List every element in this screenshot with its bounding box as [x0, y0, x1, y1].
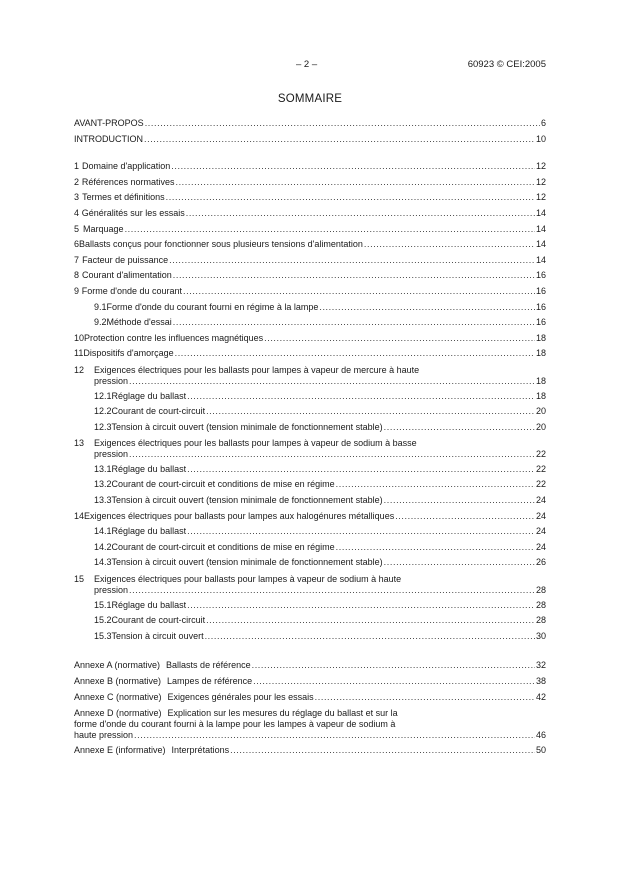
toc-entry[interactable] — [74, 571, 546, 598]
toc-entry-label: Protection contre les influences magnétiques — [84, 332, 264, 343]
toc-entry-number: 12.3 — [94, 421, 112, 432]
toc-entry-label-line1: Exigences électriques pour les ballasts pour lampes à vapeur de mercure à haute — [94, 364, 420, 375]
toc-entry-number: 9.1 — [94, 301, 107, 312]
toc-annex-d[interactable] — [74, 705, 546, 743]
toc-entry-number: 6 — [74, 239, 80, 250]
toc-entry[interactable] — [74, 206, 546, 222]
toc-annex-b[interactable] — [74, 674, 546, 690]
toc-entry-page: 16 — [535, 285, 546, 296]
toc-entry-page: 10 — [535, 133, 546, 144]
toc-entry-number: 13 — [74, 438, 85, 449]
toc-entry[interactable] — [74, 331, 546, 347]
toc-entry-label: Réglage du ballast — [111, 526, 187, 537]
toc-entry-number: 7 — [74, 254, 80, 265]
toc-entry-label-line1: Exigences électriques pour ballasts pour lampes à vapeur de sodium à haute — [94, 574, 402, 585]
toc-entry-number: 15.1 — [94, 599, 112, 610]
toc-entry-page: 50 — [535, 744, 546, 755]
toc-entry[interactable] — [74, 190, 546, 206]
toc-entry-label: Courant de court-circuit et conditions de mise en régime — [111, 479, 335, 490]
toc-entry-page: 14 — [535, 239, 546, 250]
toc-entry-label: Tension à circuit ouvert — [111, 630, 204, 641]
toc-entry-page: 24 — [535, 541, 546, 552]
toc-entry-page: 20 — [535, 421, 546, 432]
toc-entry-page: 24 — [535, 510, 546, 521]
toc-entry-label: Dispositifs d'amorçage — [83, 348, 174, 359]
toc-entry-label: Termes et définitions — [82, 192, 165, 203]
toc-entry[interactable] — [74, 222, 546, 238]
toc-entry-label-line1: Exigences électriques pour les ballasts pour lampes à vapeur de sodium à basse — [94, 438, 417, 449]
toc-entry-label: Ballasts conçus pour fonctionner sous plusieurs tensions d'alimentation — [79, 239, 363, 250]
toc-entry[interactable] — [74, 159, 546, 175]
page-number: – 2 – — [296, 59, 318, 70]
toc-annex-prefix: Annexe E (informative) — [74, 744, 166, 755]
toc-entry[interactable] — [74, 284, 546, 300]
toc-entry-number: 9.2 — [94, 317, 107, 328]
toc-subentry[interactable] — [74, 315, 546, 331]
toc-entry-label: Forme d'onde du courant — [81, 285, 183, 296]
toc-entry-page: 12 — [535, 192, 546, 203]
toc-entry-page: 18 — [535, 390, 546, 401]
toc-entry-page: 14 — [535, 254, 546, 265]
toc-subentry[interactable] — [74, 389, 546, 405]
toc-entry-label: Courant de court-circuit et conditions de mise en régime — [111, 541, 335, 552]
toc-entry-number: 14 — [74, 510, 85, 521]
toc-entry-label: Références normatives — [81, 176, 175, 187]
toc-entry-label: Marquage — [83, 223, 124, 234]
toc-entry-page: 16 — [535, 270, 546, 281]
toc-annex-prefix: Annexe D (normative) — [74, 708, 162, 719]
toc-entry[interactable] — [74, 509, 546, 525]
toc-entry-label-line2: forme d'onde du courant fourni à la lampe pour les lampes à vapeur de sodium à — [74, 719, 396, 730]
toc-entry-label: AVANT-PROPOS — [74, 118, 144, 128]
toc-entry-page: 24 — [535, 526, 546, 537]
toc-entry-number: 13.3 — [94, 495, 112, 506]
toc-entry-label: Interprétations — [171, 744, 230, 755]
toc-annex-prefix: Annexe C (normative) — [74, 691, 162, 702]
toc-entry-label: pression — [94, 449, 129, 460]
toc-entry-label-line1: Explication sur les mesures du réglage du ballast et sur la — [167, 708, 398, 719]
toc-entry-number: 2 — [74, 176, 80, 187]
toc-entry-page: 26 — [535, 557, 546, 568]
toc-annex-c[interactable] — [74, 690, 546, 706]
toc-entry-label: Tension à circuit ouvert (tension minimale de fonctionnement stable) — [111, 495, 383, 506]
toc-entry-page: 28 — [535, 615, 546, 626]
toc-entry-page: 42 — [535, 691, 546, 702]
toc-entry-page: 16 — [535, 301, 546, 312]
toc-entry-page: 30 — [535, 630, 546, 641]
toc-entry[interactable] — [74, 435, 546, 462]
toc-entry-page: 28 — [535, 599, 546, 610]
toc-entry-label: Forme d'onde du courant fourni en régime à la lampe — [106, 301, 319, 312]
toc-entry-page: 28 — [535, 585, 546, 596]
toc-entry-page: 14 — [535, 207, 546, 218]
toc-entry-label: Réglage du ballast — [111, 390, 187, 401]
toc-entry-page: 22 — [535, 449, 546, 460]
toc-entry[interactable] — [74, 253, 546, 269]
toc-entry-number: 10 — [74, 332, 85, 343]
toc-entry-label: Exigences électriques pour ballasts pour lampes aux halogénures métalliques — [84, 510, 395, 521]
toc-subentry[interactable] — [74, 524, 546, 540]
toc-entry-page: 12 — [535, 161, 546, 172]
toc-entry-number: 14.2 — [94, 541, 112, 552]
toc-subentry[interactable] — [74, 420, 546, 436]
toc-entry-page: 18 — [535, 332, 546, 343]
toc-entry-number: 12.2 — [94, 406, 112, 417]
toc-entry-label: Exigences générales pour les essais — [167, 691, 314, 702]
toc-subentry[interactable] — [74, 462, 546, 478]
toc-entry-label: Courant d'alimentation — [81, 270, 172, 281]
toc-entry-number: 13.2 — [94, 479, 112, 490]
toc-subentry[interactable] — [74, 629, 546, 645]
toc-entry-page: 22 — [535, 463, 546, 474]
toc-entry-number: 15.2 — [94, 615, 112, 626]
toc-entry-page: 18 — [535, 348, 546, 359]
toc-entry-label: Réglage du ballast — [111, 599, 187, 610]
toc-subentry[interactable] — [74, 613, 546, 629]
table-of-contents — [74, 116, 546, 758]
toc-entry-number: 14.1 — [94, 526, 112, 537]
toc-entry-page: 18 — [535, 375, 546, 386]
toc-entry-label: Tension à circuit ouvert (tension minimale de fonctionnement stable) — [111, 421, 383, 432]
toc-entry[interactable] — [74, 362, 546, 389]
toc-entry-page: 12 — [535, 176, 546, 187]
toc-entry-page: 16 — [535, 317, 546, 328]
toc-annex-prefix: Annexe A (normative) — [74, 660, 161, 671]
toc-entry-label: Méthode d'essai — [106, 317, 172, 328]
toc-entry-page: 14 — [535, 223, 546, 234]
toc-entry[interactable] — [74, 237, 546, 253]
toc-entry-label: Domaine d'application — [82, 161, 171, 172]
page-header — [74, 59, 546, 73]
toc-entry-number: 5 — [74, 223, 80, 234]
toc-entry-number: 4 — [74, 207, 80, 218]
toc-entry-label: haute pression — [74, 730, 134, 741]
toc-entry-label: Courant de court-circuit — [111, 615, 206, 626]
toc-entry-page: 38 — [535, 676, 546, 686]
toc-entry-label: Facteur de puissance — [82, 254, 169, 265]
toc-entry-number: 1 — [74, 161, 80, 172]
toc-entry-label: Généralités sur les essais — [81, 207, 185, 218]
standard-reference: 60923 © CEI:2005 — [467, 59, 546, 70]
toc-entry-introduction[interactable] — [74, 132, 546, 148]
toc-subentry[interactable] — [74, 555, 546, 571]
toc-entry-number: 14.3 — [94, 557, 112, 568]
toc-entry-label: Tension à circuit ouvert (tension minimale de fonctionnement stable) — [111, 557, 383, 568]
toc-annex-e[interactable] — [74, 743, 546, 759]
toc-entry-number: 9 — [74, 285, 80, 296]
toc-entry-label: Lampes de référence — [167, 676, 253, 686]
toc-entry-page: 20 — [535, 406, 546, 417]
toc-entry-number: 15 — [74, 574, 85, 585]
toc-entry-page: 32 — [535, 660, 546, 671]
toc-entry-page: 24 — [535, 495, 546, 506]
toc-entry-number: 12 — [74, 364, 85, 375]
toc-entry[interactable] — [74, 268, 546, 284]
toc-entry-number: 12.1 — [94, 390, 112, 401]
toc-entry-number: 3 — [74, 192, 80, 203]
toc-entry-avant-propos[interactable] — [74, 116, 546, 132]
page-title: SOMMAIRE — [277, 93, 343, 105]
toc-entry-page: 22 — [535, 479, 546, 490]
toc-subentry[interactable] — [74, 540, 546, 556]
toc-annex-a[interactable] — [74, 658, 546, 674]
toc-subentry[interactable] — [74, 598, 546, 614]
toc-entry-number: 15.3 — [94, 630, 112, 641]
toc-entry-number: 8 — [74, 270, 80, 281]
toc-subentry[interactable] — [74, 404, 546, 420]
toc-entry-number: 13.1 — [94, 463, 112, 474]
toc-entry-number: 11 — [74, 348, 84, 359]
toc-entry-label: INTRODUCTION — [74, 133, 143, 144]
toc-entry-label: Réglage du ballast — [111, 463, 187, 474]
toc-entry[interactable] — [74, 175, 546, 191]
toc-entry-page: 6 — [540, 118, 546, 128]
toc-subentry[interactable] — [74, 300, 546, 316]
toc-entry-label: Courant de court-circuit — [111, 406, 206, 417]
toc-entry-label: pression — [94, 375, 129, 386]
toc-entry-page: 46 — [535, 730, 546, 741]
toc-subentry[interactable] — [74, 477, 546, 493]
toc-annex-prefix: Annexe B (normative) — [74, 676, 162, 686]
toc-subentry[interactable] — [74, 493, 546, 509]
toc-entry-label: Ballasts de référence — [166, 660, 251, 671]
toc-entry-label: pression — [94, 585, 129, 596]
toc-entry[interactable] — [74, 346, 546, 362]
